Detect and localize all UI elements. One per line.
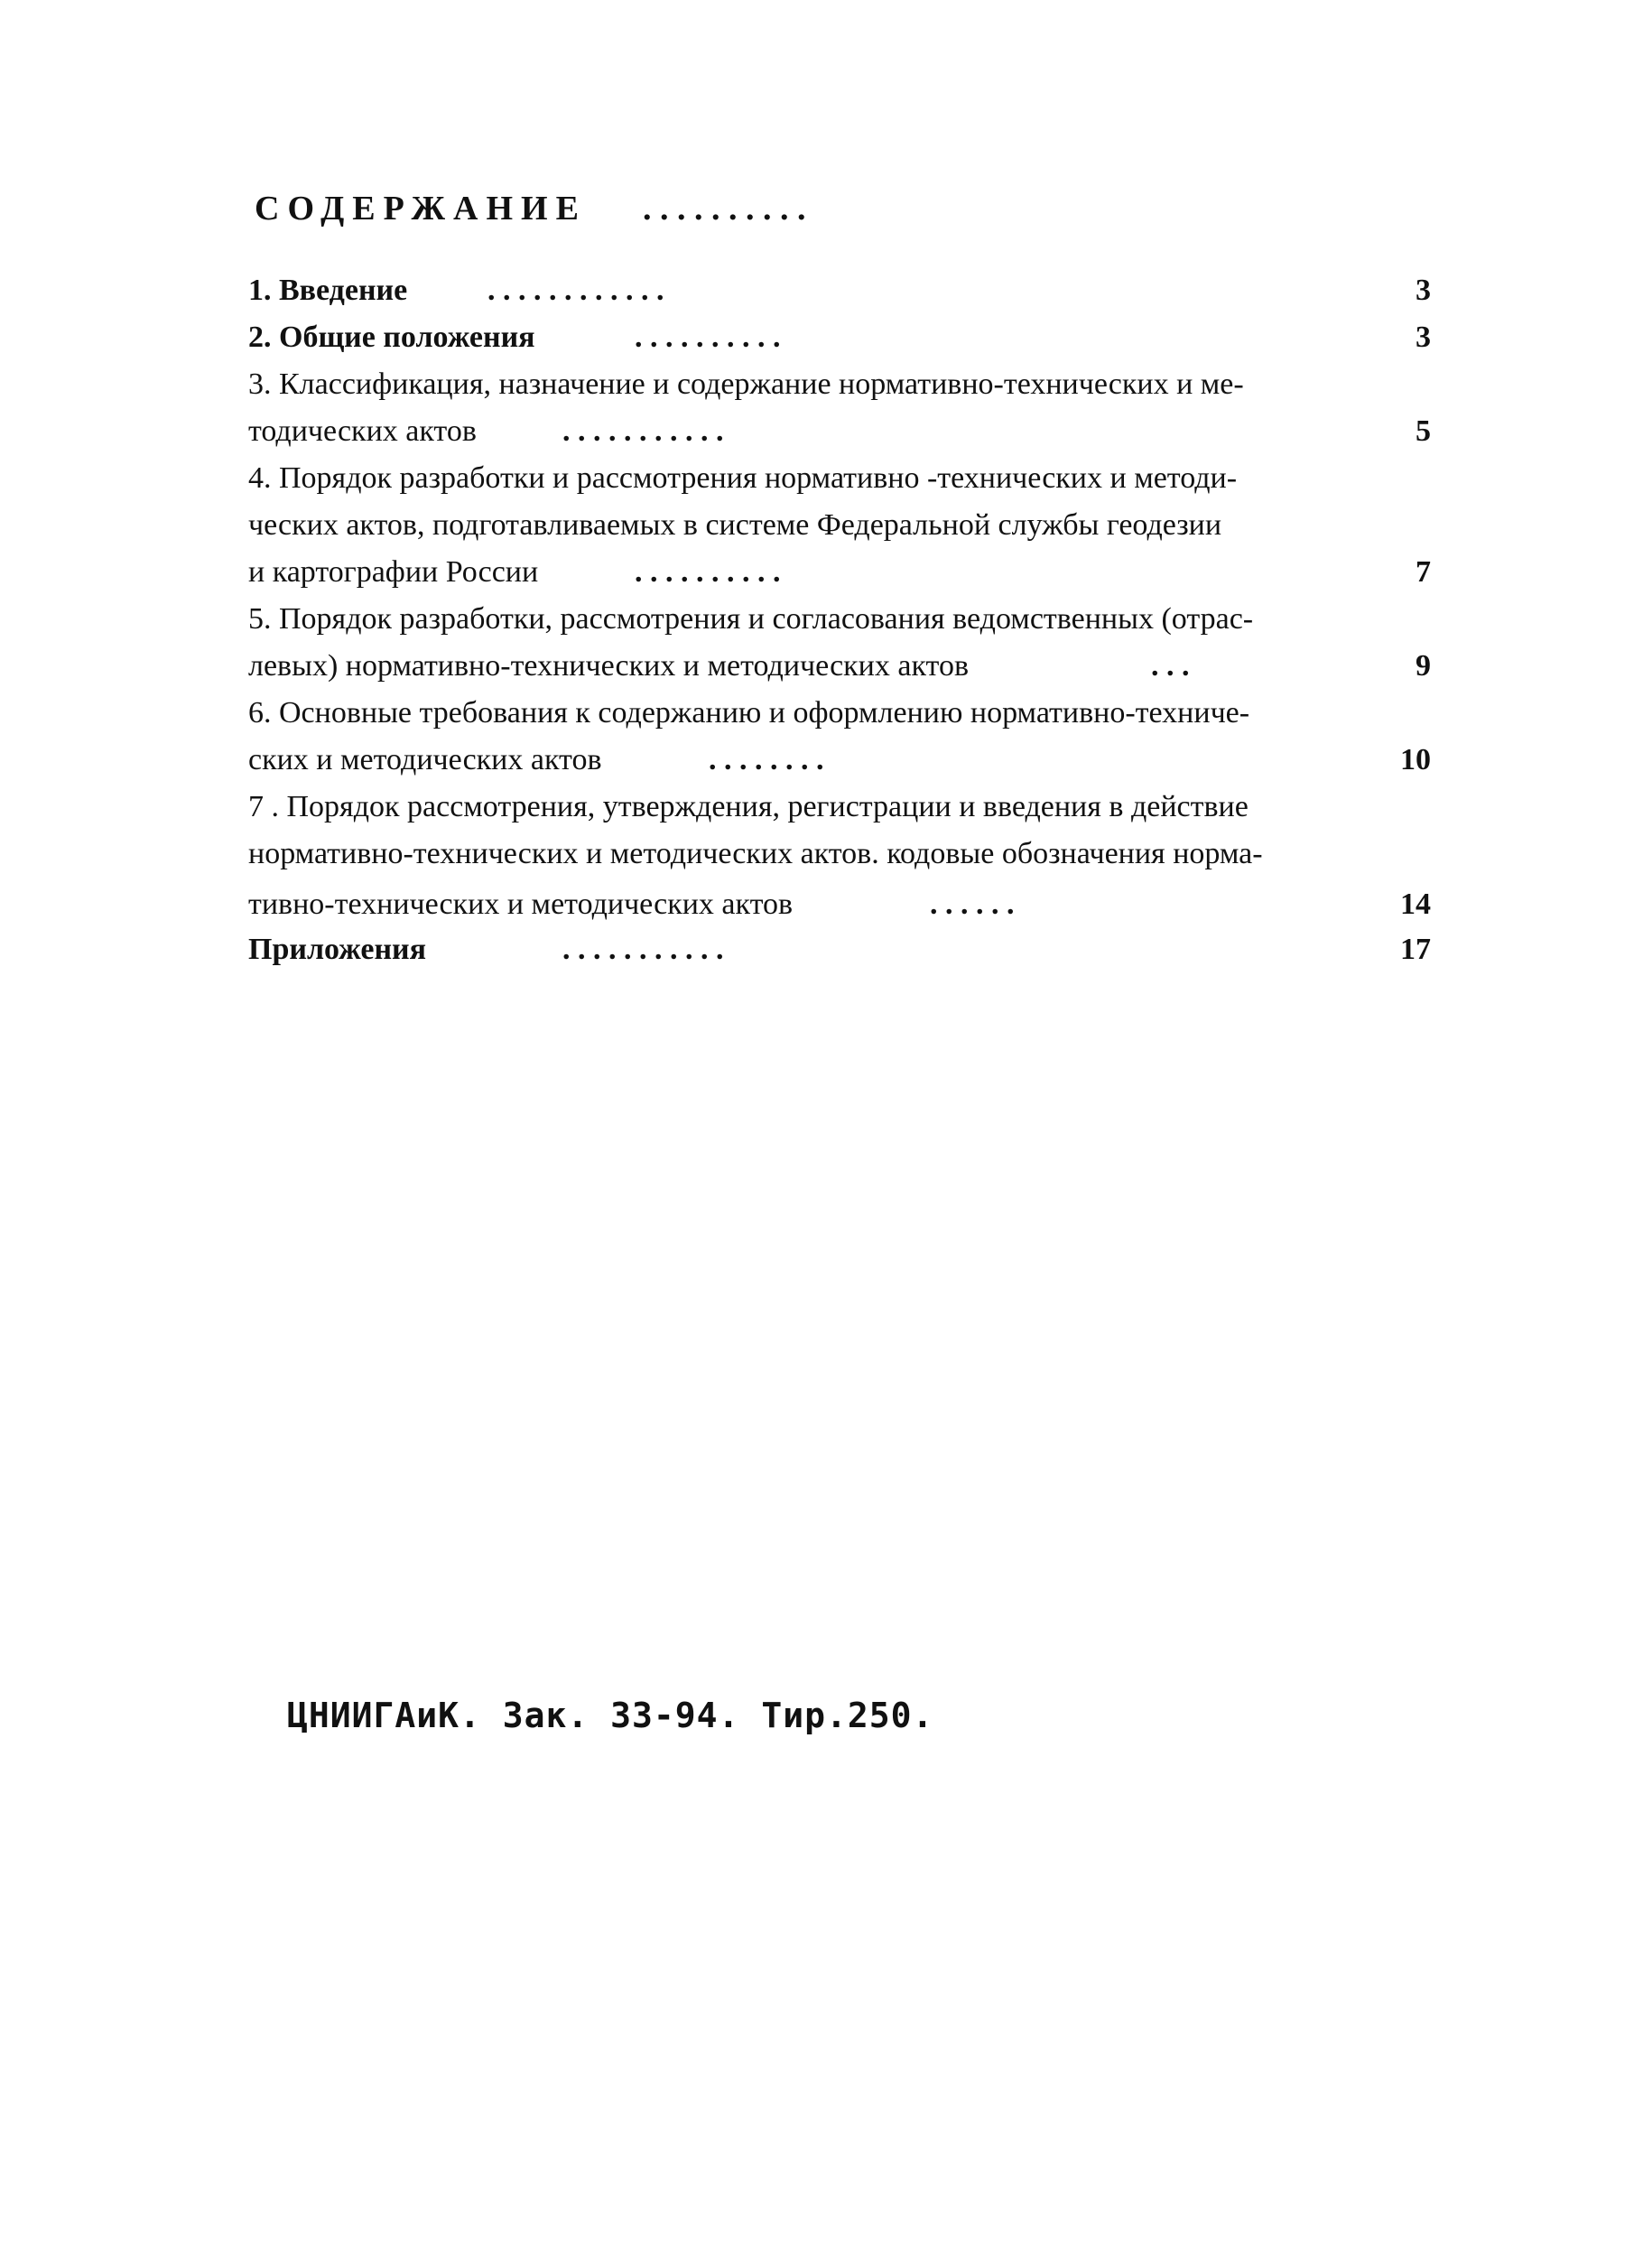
toc-entry-text: 5. Порядок разработки, рассмотрения и согласования ведомственных (отрас- <box>248 602 1254 636</box>
toc-entry-text: Приложения <box>248 933 427 966</box>
toc-entry-text: и картографии России <box>248 555 539 589</box>
toc-entry-text: ческих актов, подготавливаемых в системе Федеральной службы геодезии <box>248 508 1222 542</box>
toc-entry-text: ских и методических актов <box>248 743 602 776</box>
toc-entry-introduction <box>248 267 1431 314</box>
toc-entry-classification <box>248 361 1431 408</box>
toc-entry-basic-requirements <box>248 690 1431 737</box>
toc-entry-development-procedure <box>248 455 1431 502</box>
toc-page-number: 3 <box>1416 321 1431 354</box>
toc-heading <box>255 186 1329 231</box>
toc-entry-development-procedure-cont <box>248 502 1431 549</box>
toc-entry-appendices <box>248 926 1431 973</box>
toc-leader: . . . . . . . . . . . <box>562 414 724 448</box>
toc-leader: . . . . . . . . . . <box>635 321 781 354</box>
toc-entry-text: 4. Порядок разработки и рассмотрения нормативно -технических и методи- <box>248 461 1238 495</box>
toc-page-number: 5 <box>1416 414 1431 448</box>
print-imprint: ЦНИИГАиК. Зак. 33-94. Тир.250. <box>287 1696 934 1735</box>
toc-entry-approval-procedure <box>248 784 1431 831</box>
toc-entry-text: тодических актов <box>248 414 477 448</box>
toc-page-number: 10 <box>1400 743 1431 776</box>
toc-entry-text: 2. Общие положения <box>248 321 535 354</box>
toc-entry-text: тивно-технических и методических актов <box>248 888 794 921</box>
toc-entry-text: нормативно-технических и методических актов. кодовые обозначения норма- <box>248 837 1263 870</box>
toc-heading-leader: . . . . . . . . . . <box>643 190 806 228</box>
toc-entry-general-provisions <box>248 314 1431 361</box>
toc-entry-text: левых) нормативно-технических и методических актов <box>248 649 970 683</box>
toc-entry-text: 7 . Порядок рассмотрения, утверждения, регистрации и введения в действие <box>248 790 1249 823</box>
toc-page-number: 17 <box>1400 933 1431 966</box>
toc-page-number: 14 <box>1400 888 1431 921</box>
toc-page-number: 3 <box>1416 274 1431 307</box>
toc-entry-departmental-acts <box>248 596 1431 643</box>
toc-entry-text: 3. Классификация, назначение и содержание нормативно-технических и ме- <box>248 367 1244 401</box>
toc-leader: . . . <box>1151 649 1190 683</box>
toc-leader: . . . . . . . . . . . <box>562 933 724 966</box>
toc-entry-text: 6. Основные требования к содержанию и оформлению нормативно-техниче- <box>248 696 1250 730</box>
toc-page-number: 9 <box>1416 649 1431 683</box>
toc-entry-text: 1. Введение <box>248 274 408 307</box>
toc-leader: . . . . . . . . . . . . <box>487 274 664 307</box>
toc-page-number: 7 <box>1416 555 1431 589</box>
toc-entry-approval-procedure-cont2 <box>248 881 1431 928</box>
toc-entry-approval-procedure-cont <box>248 831 1431 878</box>
toc-leader: . . . . . . <box>930 888 1015 921</box>
toc-leader: . . . . . . . . <box>709 743 824 776</box>
toc-entry-basic-requirements-cont <box>248 737 1431 784</box>
toc-entry-departmental-acts-cont <box>248 643 1431 690</box>
toc-heading-text: СОДЕРЖАНИЕ <box>255 190 587 228</box>
toc-entry-classification-cont <box>248 408 1431 455</box>
toc-entry-development-procedure-cont2 <box>248 549 1431 596</box>
toc-leader: . . . . . . . . . . <box>635 555 781 589</box>
